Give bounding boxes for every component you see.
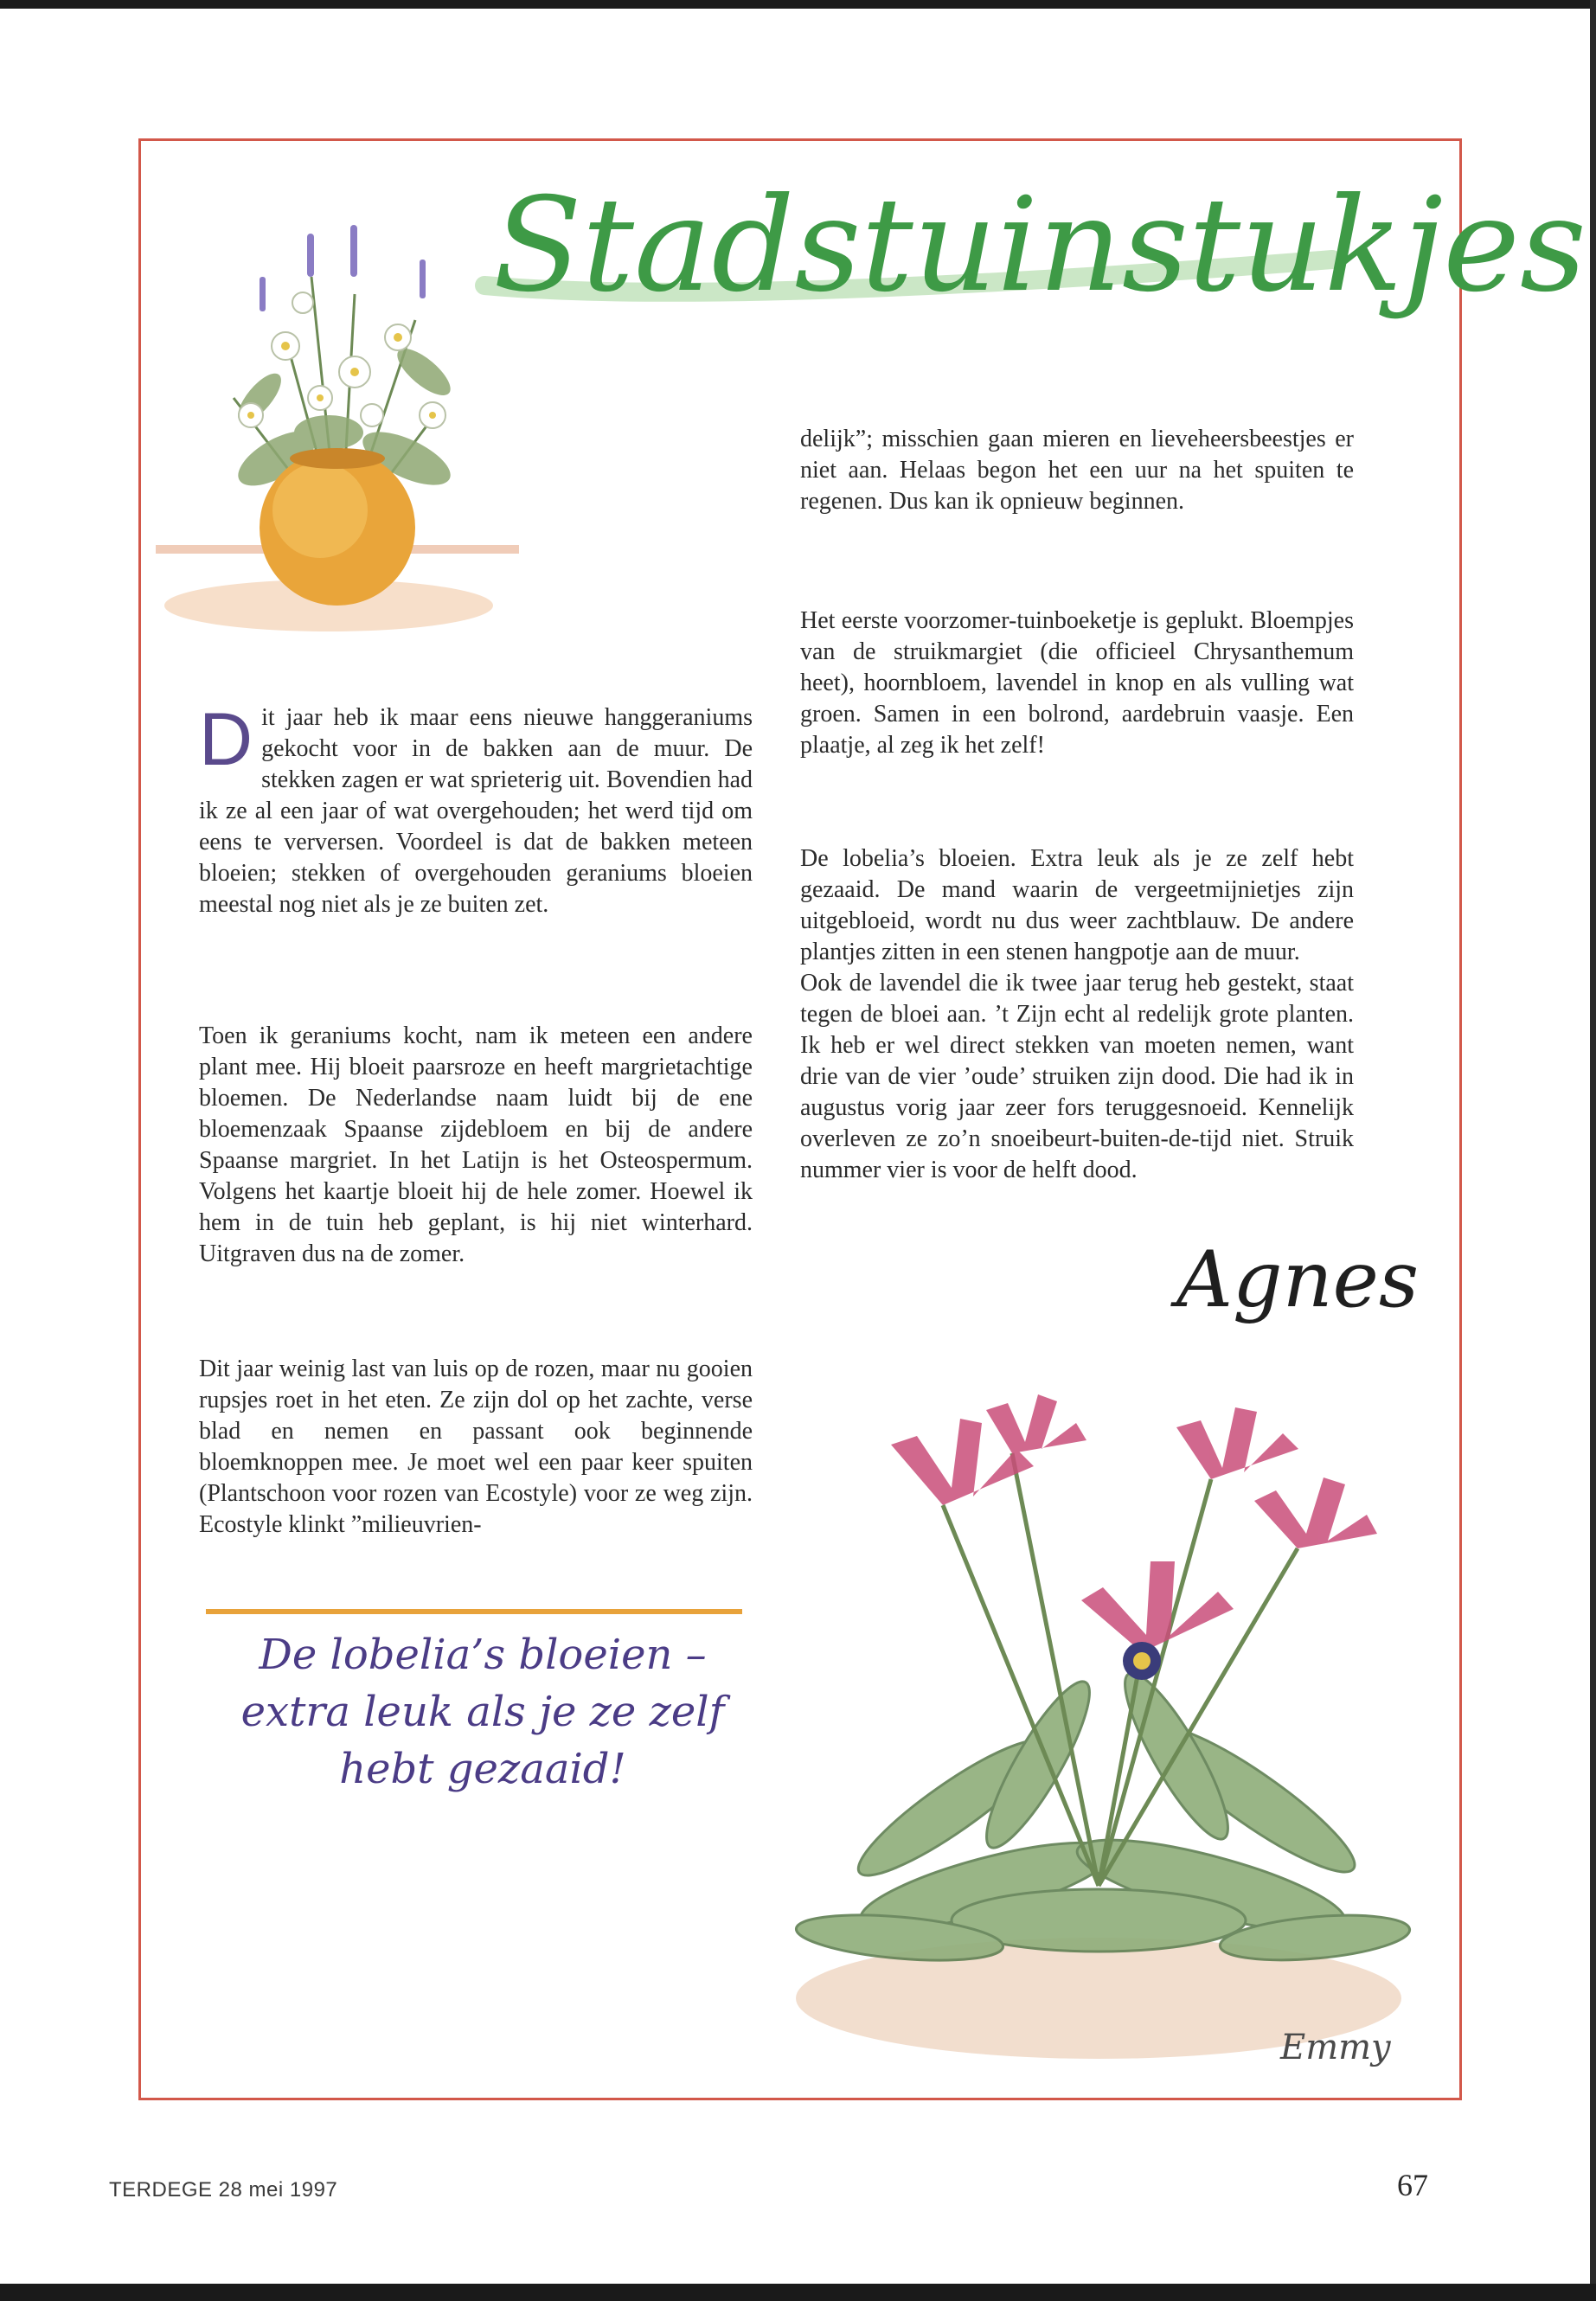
paragraph-7-text: Ook de lavendel die ik twee jaar terug heb gestekt, staat tegen de bloei aan. ’t Zijn echt al redelijk grote planten. Ik heb er wel direct stekken van moeten nemen, want drie van de vier ’oude’ struiken zijn dood. Die had ik in augustus vorig jaar zeer fors teruggesnoeid. Kennelijk overleven ze zo’n snoeibeurt-buiten-de-tijd niet. Struik nummer vier is voor de helft dood. <box>800 970 1354 1183</box>
pullquote-line-2: extra leuk als je ze zelf <box>240 1688 725 1736</box>
article-paragraph-6 <box>800 843 1354 1186</box>
article-paragraph-3 <box>199 1354 753 1541</box>
pullquote-line-3: hebt gezaaid! <box>339 1745 626 1793</box>
scan-edge-bottom <box>0 2284 1596 2301</box>
pullquote <box>206 1626 760 1798</box>
scan-edge-top <box>0 0 1596 9</box>
page-title <box>467 147 1586 372</box>
paragraph-6-text: De lobelia’s bloeien. Extra leuk als je ze zelf hebt gezaaid. De mand waarin de vergeetmijnietjes zijn uitgebloeid, wordt nu dus weer zachtblauw. De andere plantjes zitten in een stenen hangpotje aan de muur. <box>800 845 1354 965</box>
article-paragraph-1 <box>199 698 753 920</box>
svg-text:Stadstuinstukjes: Stadstuinstukjes <box>493 170 1586 321</box>
publication-info: TERDEGE 28 mei 1997 <box>109 2178 338 2202</box>
drop-cap: D <box>199 698 253 781</box>
svg-text:Emmy: Emmy <box>1280 2028 1391 2067</box>
article-paragraph-4 <box>800 424 1354 517</box>
page-number: 67 <box>1397 2168 1428 2202</box>
pullquote-line-1: De lobelia’s bloeien – <box>259 1631 707 1679</box>
author-signature <box>1168 1211 1420 1349</box>
pullquote-rule <box>206 1609 742 1614</box>
article-paragraph-5 <box>800 606 1354 761</box>
paragraph-3-text: Dit jaar weinig last van luis op de rozen, maar nu gooien rupsjes roet in het eten. Ze zijn dol op het zachte, verse blad en nemen en passant ook beginnende bloemknoppen mee. Je moet wel een paar keer spuiten (Plantschoon voor rozen van Ecostyle) voor ze weg zijn. Ecostyle klinkt ”milieuvrien- <box>199 1356 753 1538</box>
paragraph-2-text: Toen ik geraniums kocht, nam ik meteen een andere plant mee. Hij bloeit paarsroze en heeft margrietachtige bloemen. De Nederlandse naam luidt bij de ene bloemenzaak Spaanse zijdebloem en bij de andere Spaanse margriet. In het Latijn is het Osteospermum. Volgens het kaartje bloeit hij de hele zomer. Hoewel ik hem in de tuin heb geplant, is hij niet winterhard. Uitgraven dus na de zomer. <box>199 1022 753 1267</box>
paragraph-4-text: delijk”; misschien gaan mieren en lieveheersbeestjes er niet aan. Helaas begon het een uur na het spuiten te regenen. Dus kan ik opnieuw beginnen. <box>800 426 1354 515</box>
scan-edge-right <box>1590 0 1596 2301</box>
paragraph-5-text: Het eerste voorzomer-tuinboeketje is geplukt. Bloempjes van de struikmargiet (die officieel Chrysanthemum heet), hoornbloem, lavendel in knop en als vulling wat groen. Samen in een bolrond, aardebruin vaasje. Een plaatje, al zeg ik het zelf! <box>800 607 1354 759</box>
svg-text:Agnes: Agnes <box>1176 1234 1420 1325</box>
osteospermum-illustration <box>727 1401 1436 2093</box>
article-paragraph-2 <box>199 1021 753 1270</box>
paragraph-1-text: it jaar heb ik maar eens nieuwe hanggeraniums gekocht voor in de bakken aan de muur. De stekken zagen er wat sprieterig uit. Bovendien had ik ze al een jaar of wat overgehouden; het werd tijd om eens te verversen. Voordeel is dat de bakken meteen bloeien; stekken of overgehouden geraniums bloeien meestal nog niet als je ze buiten zet. <box>199 704 753 918</box>
